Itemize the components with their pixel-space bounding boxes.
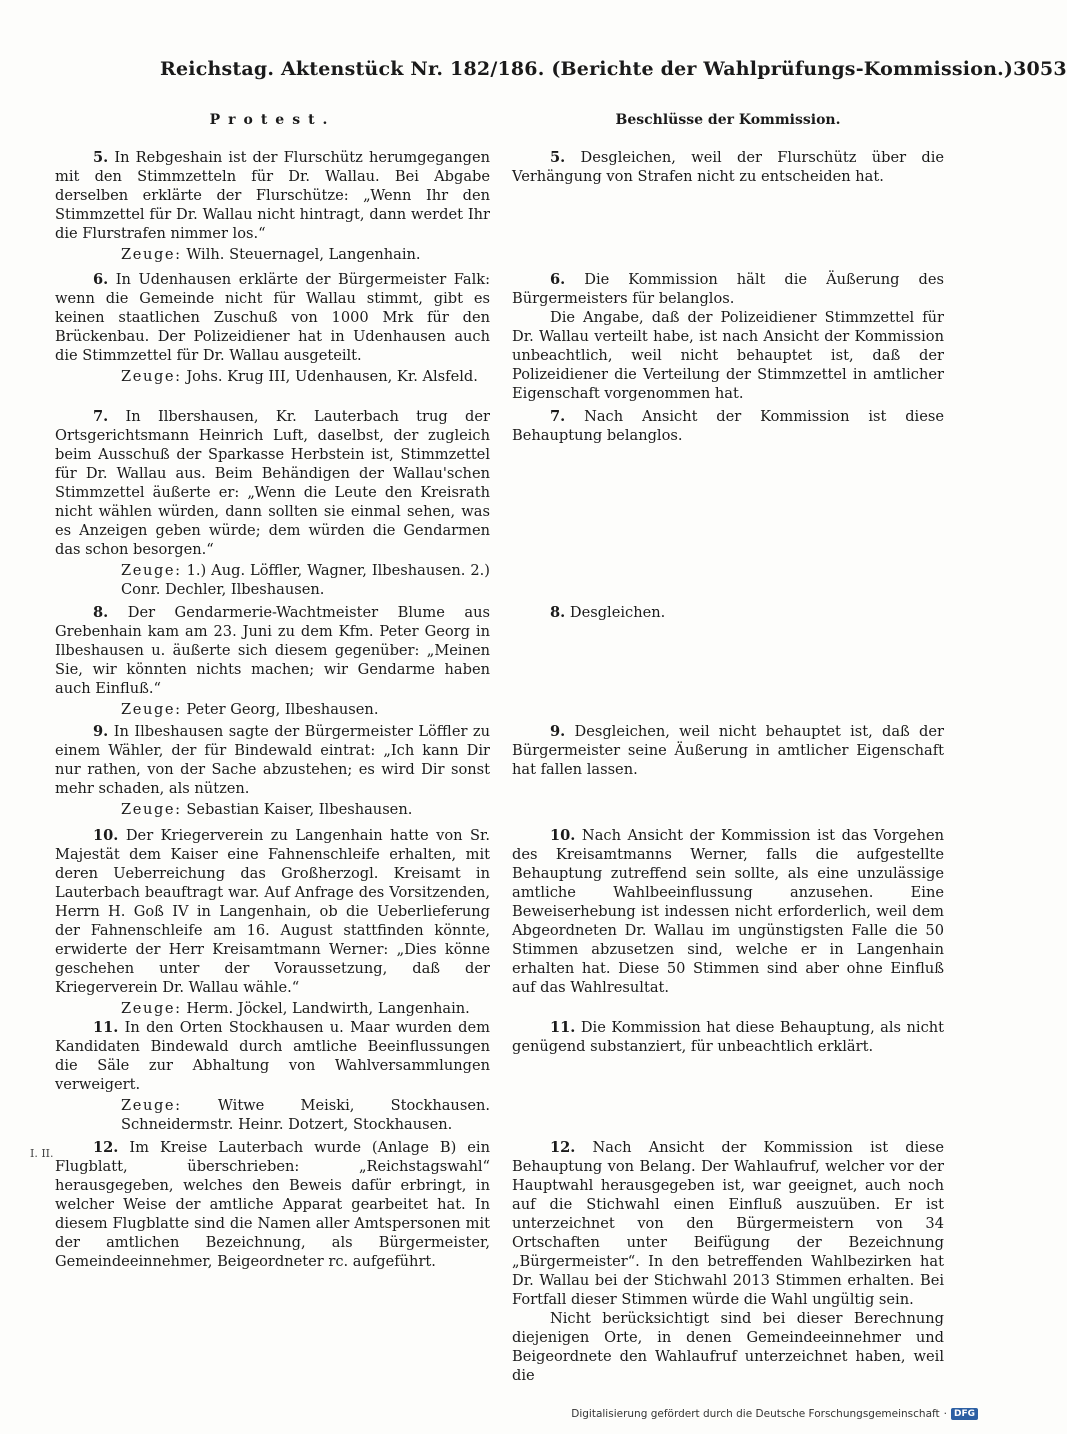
left-column-heading: Protest. bbox=[209, 112, 336, 128]
entry-text: Die Kommission hält die Äußerung des Bürgermeisters für belanglos. bbox=[512, 271, 944, 307]
entry-text: Desgleichen, weil nicht behauptet ist, daß der Bürgermeister seine Äußerung in amtlicher Eigenschaft hat fallen lassen. bbox=[512, 723, 945, 778]
witness-name: Wilh. Steuernagel, Langenhain. bbox=[186, 246, 421, 263]
entry-number: 10. bbox=[93, 827, 119, 844]
protest-entry bbox=[55, 603, 490, 719]
witness-label: Zeuge: bbox=[121, 701, 182, 718]
resolution-entry bbox=[512, 1138, 944, 1385]
dfg-logo-icon: DFG bbox=[951, 1408, 978, 1420]
entry-text: Die Kommission hat diese Behauptung, als nicht genügend substanziert, für unbeachtlich erklärt. bbox=[512, 1019, 944, 1055]
entry-text: Der Kriegerverein zu Langenhain hatte von Sr. Majestät dem Kaiser eine Fahnenschleife erhalten, mit deren Ueberreichung das Großherzogl. Kreisamt in Lauterbach beauftragt war. Auf Anfrage des Vorsitzenden, Herrn H. Goß IV in Langenhain, ob die Ueberlieferung der Fahnenschleife am 16. August stattfinden könnte, erwiderte der Herr Kreisamtmann Werner: „Dies könne geschehen unter der Voraussetzung, daß der Kriegerverein Dr. Wallau wähle.“ bbox=[55, 827, 490, 996]
entry-text: Nach Ansicht der Kommission ist diese Behauptung von Belang. Der Wahlaufruf, welcher vor der Hauptwahl herausgegeben ist, war geeignet, auch noch auf die Stichwahl einen Einfluß auszuüben. Er ist unterzeichnet von den Bürgermeistern von 34 Ortschaften unter Beifügung der Bezeichnung „Bürgermeister“. In den betreffenden Wahlbezirken hat Dr. Wallau bei der Stichwahl 2013 Stimmen erhalten. Bei Fortfall dieser Stimmen würde die Wahl ungültig sein. bbox=[512, 1139, 944, 1308]
witness-label: Zeuge: bbox=[121, 246, 182, 263]
resolution-entry bbox=[512, 826, 944, 997]
entry-number: 7. bbox=[93, 408, 109, 425]
entry-text: Desgleichen, weil der Flurschütz über die Verhängung von Strafen nicht zu entscheiden hat. bbox=[512, 149, 944, 185]
witness-label: Zeuge: bbox=[121, 1000, 182, 1017]
entry-text: Der Gendarmerie-Wachtmeister Blume aus Grebenhain kam am 23. Juni zu dem Kfm. Peter Georg in Ilbeshausen u. äußerte sich diesem gegenüber: „Meinen Sie, wir könnten nichts machen; wir Gendarme haben auch Einfluß.“ bbox=[55, 604, 490, 697]
protest-entry bbox=[55, 148, 490, 264]
entry-number: 10. bbox=[550, 827, 576, 844]
entry-number: 9. bbox=[550, 723, 566, 740]
protest-entry bbox=[55, 270, 490, 386]
protest-entry bbox=[55, 722, 490, 819]
entry-text: In Ilbeshausen sagte der Bürgermeister Löffler zu einem Wähler, der für Bindewald eintrat: „Ich kann Dir nur rathen, von der Sache abzustehen; es wird Dir sonst mehr schaden, als nützen. bbox=[55, 723, 491, 797]
entry-text: Nach Ansicht der Kommission ist das Vorgehen des Kreisamtmanns Werner, falls die aufgestellte Behauptung zutreffend sein sollte, als eine unzulässige amtliche Wahlbeeinflussung anzusehen. Eine Beweiserhebung ist indessen nicht erforderlich, weil dem Abgeordneten Dr. Wallau im ungünstigsten Falle die 50 Stimmen abzusetzen sind, welche er in Langenhain erhalten hat. Diese 50 Stimmen sind aber ohne Einfluß auf das Wahlresultat. bbox=[512, 827, 945, 996]
entry-number: 8. bbox=[550, 604, 566, 621]
entry-text: In Ilbershausen, Kr. Lauterbach trug der Ortsgerichtsmann Heinrich Luft, daselbst, der zugleich beim Ausschuß der Sparkasse Herbstein ist, Stimmzettel für Dr. Wallau aus. Beim Behändigen der Wallau'schen Stimmzettel äußerte er: „Wenn die Leute den Kreisrath nicht wählen würden, dann sollten sie einmal sehen, was es Anzeigen geben würde; dem würden die Gendarmen das schon besorgen.“ bbox=[55, 408, 491, 558]
resolution-entry bbox=[512, 603, 944, 622]
entry-number: 12. bbox=[93, 1139, 119, 1156]
right-column-heading: Beschlüsse der Kommission. bbox=[615, 112, 841, 128]
entry-number: 6. bbox=[550, 271, 566, 288]
witness-label: Zeuge: bbox=[121, 1097, 182, 1114]
funding-note: Digitalisierung gefördert durch die Deutsche Forschungsgemeinschaft bbox=[571, 1408, 940, 1420]
entry-number: 5. bbox=[550, 149, 566, 166]
entry-text: Desgleichen. bbox=[569, 604, 666, 621]
margin-note: I. II. bbox=[30, 1147, 54, 1160]
entry-text: Im Kreise Lauterbach wurde (Anlage B) ein Flugblatt, überschrieben: „Reichstagswahl“ herausgegeben, welches den Beweis dafür erbringt, in welcher Weise der amtliche Apparat gearbeitet hat. In diesem Flugblatte sind die Namen aller Amtspersonen mit der amtlichen Bezeichnung, als Bürgermeister, Gemeindeeinnehmer, Beigeordneter rc. aufgeführt. bbox=[55, 1139, 490, 1270]
witness-label: Zeuge: bbox=[121, 562, 182, 579]
witness-name: Herm. Jöckel, Landwirth, Langenhain. bbox=[186, 1000, 470, 1017]
witness-label: Zeuge: bbox=[121, 801, 182, 818]
page-header bbox=[160, 58, 1067, 88]
entry-number: 5. bbox=[93, 149, 109, 166]
witness-name: Witwe Meiski, Stockhausen. Schneidermstr. Heinr. Dotzert, Stockhausen. bbox=[121, 1097, 490, 1133]
protest-entry bbox=[55, 1018, 490, 1134]
entry-text: In Rebgeshain ist der Flurschütz herumgegangen mit den Stimmzetteln für Dr. Wallau. Bei Abgabe derselben erklärte der Flurschütze: „Wenn Ihr den Stimmzettel für Dr. Wallau nicht hintragt, dann werdet Ihr die Flurstrafen nimmer los.“ bbox=[55, 149, 491, 242]
resolution-entry bbox=[512, 407, 944, 445]
witness-name: Johs. Krug III, Udenhausen, Kr. Alsfeld. bbox=[186, 368, 478, 385]
entry-continuation: Nicht berücksichtigt sind bei dieser Berechnung diejenigen Orte, in denen Gemeindeeinnehmer und Beigeordnete den Wahlaufruf unterzeichnet haben, weil die bbox=[512, 1310, 944, 1384]
entry-text: In Udenhausen erklärte der Bürgermeister Falk: wenn die Gemeinde nicht für Wallau stimmt, gibt es keinen staatlichen Zuschuß von 1000 Mrk für den Brückenbau. Der Polizeidiener hat in Udenhausen auch die Stimmzettel für Dr. Wallau ausgeteilt. bbox=[55, 271, 491, 364]
entry-number: 8. bbox=[93, 604, 109, 621]
entry-number: 11. bbox=[550, 1019, 576, 1036]
page-footer: Digitalisierung gefördert durch die Deutsche Forschungsgemeinschaft · DFG bbox=[571, 1408, 978, 1420]
entry-text: In den Orten Stockhausen u. Maar wurden dem Kandidaten Bindewald durch amtliche Beeinflussungen die Säle zur Abhaltung von Wahlversammlungen verweigert. bbox=[55, 1019, 490, 1093]
witness-name: Peter Georg, Ilbeshausen. bbox=[186, 701, 379, 718]
resolution-entry bbox=[512, 1018, 944, 1056]
page-number: 3053 bbox=[1013, 58, 1067, 80]
entry-number: 9. bbox=[93, 723, 109, 740]
witness-name: 1.) Aug. Löffler, Wagner, Ilbeshausen. 2.) Conr. Dechler, Ilbeshausen. bbox=[121, 562, 490, 598]
entry-number: 6. bbox=[93, 271, 109, 288]
protest-entry bbox=[55, 407, 490, 599]
protest-entry bbox=[55, 1138, 490, 1271]
protest-entry bbox=[55, 826, 490, 1018]
witness-label: Zeuge: bbox=[121, 368, 182, 385]
witness-name: Sebastian Kaiser, Ilbeshausen. bbox=[186, 801, 413, 818]
resolution-entry bbox=[512, 148, 944, 186]
resolution-entry bbox=[512, 722, 944, 779]
resolution-entry bbox=[512, 270, 944, 403]
entry-continuation: Die Angabe, daß der Polizeidiener Stimmzettel für Dr. Wallau verteilt habe, ist nach Ansicht der Kommission unbeachtlich, weil nicht behauptet ist, daß der Polizeidiener die Verteilung der Stimmzettel in amtlicher Eigenschaft vorgenommen hat. bbox=[512, 309, 944, 402]
entry-number: 12. bbox=[550, 1139, 576, 1156]
entry-number: 7. bbox=[550, 408, 566, 425]
entry-number: 11. bbox=[93, 1019, 119, 1036]
running-title: Reichstag. Aktenstück Nr. 182/186. (Berichte der Wahlprüfungs-Kommission.) bbox=[160, 58, 1014, 80]
entry-text: Nach Ansicht der Kommission ist diese Behauptung belanglos. bbox=[512, 408, 944, 444]
